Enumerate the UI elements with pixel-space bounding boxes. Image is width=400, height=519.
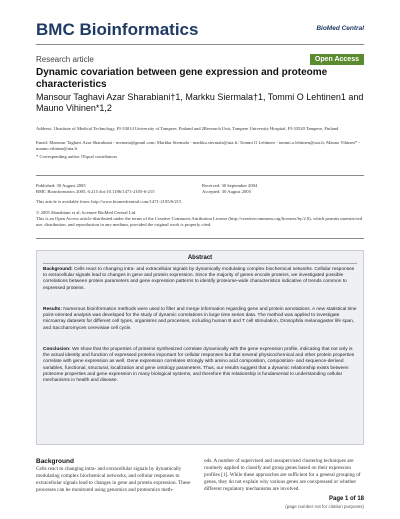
- header-rule: [36, 44, 364, 45]
- publisher-logo-text: BioMed Central: [316, 25, 364, 32]
- page-number: Page 1 of 18: [328, 496, 364, 502]
- citation: BMC Bioinformatics 2005, 6:215 doi:10.1186/1471-2105-6-215: [36, 189, 155, 194]
- abstract-conclusion-label: Conclusion:: [43, 347, 71, 352]
- abstract-background-label: Background:: [43, 267, 73, 272]
- affiliation-address: Address: 1Institute of Medical Technology, FI-33014 University of Tampere, Finland and 2Research Unit, Tampere University Hospital, FI-33520 Tampere, Finland: [36, 126, 339, 131]
- background-column-left: Cells react to changing intra- and extracellular signals by dynamically modulating complex biochemical networks, and cellular responses to extracellular signals lead to changes in gene and protein expression. These processes can be monitored using genomics and proteomics meth-: [36, 466, 191, 493]
- open-access-badge: Open Access: [310, 54, 364, 65]
- author-list: Mansour Taghavi Azar Sharabiani†1, Markku Siermala†1, Tommi O Lehtinen1 and Mauno Vihinen*1,2: [36, 92, 364, 113]
- abstract-conclusion: [43, 347, 357, 384]
- abstract-heading: Abstract: [187, 255, 213, 261]
- abstract-rule: [36, 238, 364, 239]
- published-date: Published: 30 August 2005: [36, 183, 86, 188]
- article-type: Research article: [36, 55, 94, 64]
- abstract-results: [43, 307, 357, 332]
- background-column-right: ods. A number of supervised and unsupervised clustering techniques are routinely applied to classify and group genes based on their expression profiles [1]. While these approaches are sufficient for a general grouping of genes, they do not explain why various genes are coexpressed or whether different regulatory mechanisms are involved.: [204, 458, 361, 492]
- publication-info: [36, 183, 196, 195]
- publisher-logo: [316, 25, 364, 32]
- accepted-date: Accepted: 30 August 2005: [202, 189, 251, 194]
- abstract-divider: [43, 263, 357, 264]
- abstract-conclusion-text: We show that the properties of proteins synthesized correlate dynamically with the gene expression profile, indicating that not only is the actual identity and function of expressed proteins important for cellular responses but that several physicochemical and other protein properties correlate with gene expression as well. Gene expression correlates strongly with amino acid composition, composition- and sequence-derived variables, functional, structural, localization and gene ontology parameters. Thus, our results suggest that a dynamic relationship exists between proteome properties and gene expression in many biological systems, and therefore this relationship is fundamental to understanding cellular mechanisms in health and disease.: [43, 347, 355, 384]
- abstract-results-text: Numerous bioinformatics methods were used to filter and merge information regarding gene and protein annotations. A new statistical time point-oriented analysis was developed for the study of dynamic correlations in large time series data. The method was applied to investigate microarray datasets for different cell types, organisms and processes, including human B and T cell stimulation, Drosophila melanogaster life span, and Saccharomyces cerevisiae cell cycle.: [43, 307, 357, 331]
- abstract-box: [36, 250, 364, 445]
- article-title: Dynamic covariation between gene expression and proteome characteristics: [36, 67, 328, 90]
- meta-rule: [36, 175, 364, 176]
- article-url: This article is available from: http://www.biomedcentral.com/1471-2105/6/215: [36, 199, 182, 204]
- page-note: (page number not for citation purposes): [285, 504, 364, 509]
- abstract-results-label: Results:: [43, 307, 62, 312]
- corresponding-author-note: * Corresponding author †Equal contributors: [36, 154, 118, 159]
- copyright: © 2005 Sharabiani et al; licensee BioMed Central Ltd.: [36, 210, 137, 215]
- author-emails: Email: Mansour Taghavi Azar Sharabiani - mvmata@gmail.com; Markku Siermala - markku.siermala@uta.fi; Tommi O Lehtinen - tommi.o.lehtinen@uta.fi; Mauno Vihinen* - mauno.vihinen@uta.fi: [36, 140, 360, 151]
- background-heading: Background: [36, 458, 74, 465]
- copyright-block: [36, 210, 366, 228]
- license-text: This is an Open Access article distributed under the terms of the Creative Commons Attribution License (http://creativecommons.org/licenses/by/2.0), which permits unrestricted use, distribution, and reproduction in any medium, provided the original work is properly cited.: [36, 216, 362, 227]
- received-date: Received: 30 September 2004: [202, 183, 258, 188]
- abstract-background-text: Cells react to changing intra- and extracellular signals by dynamically modulating complex biochemical networks. Cellular responses to extracellular signals lead to changes in gene and protein expression. Since the majority of genes encode proteins, we investigated possible correlations between protein parameters and gene expression patterns to identify proteome-wide characteristics indicative of trends common to expressed proteins.: [43, 267, 355, 291]
- journal-title: BMC Bioinformatics: [36, 20, 199, 39]
- abstract-background: [43, 267, 357, 292]
- review-dates: [202, 183, 362, 195]
